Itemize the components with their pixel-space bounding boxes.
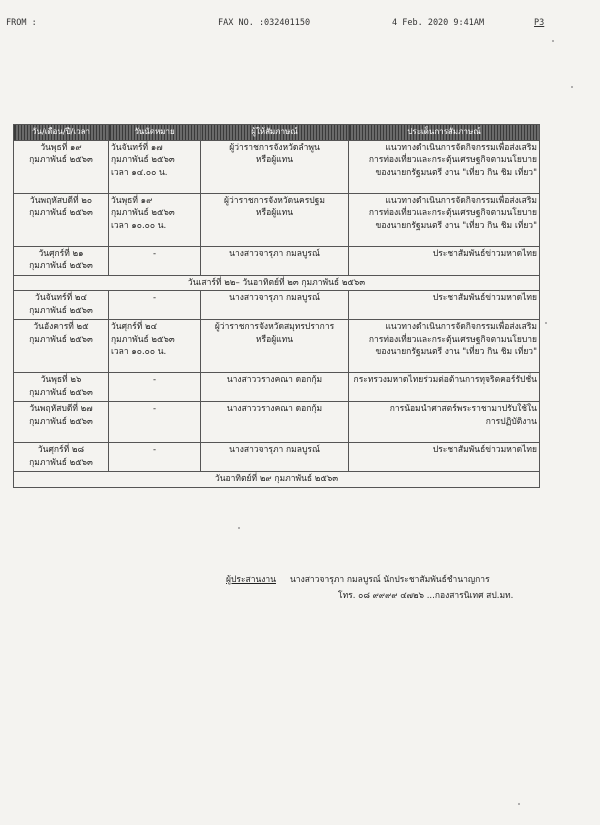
cell-interviewee-line: ผู้ว่าราชการจังหวัดลำพูน bbox=[229, 142, 320, 153]
header-interviewee: ผู้ให้สัมภาษณ์ bbox=[201, 125, 349, 141]
cell-topic bbox=[349, 373, 540, 402]
cell-topic-line: ของนายกรัฐมนตรี งาน "เที่ยว กิน ชิม เที่ยว" bbox=[375, 220, 537, 231]
cell-appointment-line: - bbox=[152, 445, 157, 455]
cell-date bbox=[14, 140, 109, 193]
header-appointment: วันนัดหมาย bbox=[109, 125, 201, 141]
cell-appointment-line: กุมภาพันธ์ ๒๕๖๓ bbox=[111, 334, 175, 345]
fax-date-time: 4 Feb. 2020 9:41AM bbox=[392, 18, 485, 28]
cell-topic bbox=[349, 291, 540, 320]
cell-date-line: วันศุกร์ที่ ๒๘ bbox=[37, 445, 85, 455]
table-row bbox=[14, 246, 540, 275]
cell-topic-line: การท่องเที่ยวและกระตุ้นเศรษฐกิจตามนโยบาย bbox=[368, 155, 537, 165]
cell-appointment bbox=[109, 373, 201, 402]
cell-date-line: กุมภาพันธ์ ๒๕๖๓ bbox=[29, 416, 93, 427]
table-row bbox=[14, 291, 540, 320]
cell-topic-line: ของนายกรัฐมนตรี งาน "เที่ยว กิน ชิม เที่ยว" bbox=[375, 167, 537, 178]
cell-interviewee-line: ผู้ว่าราชการจังหวัดสมุทรปราการ bbox=[214, 322, 335, 332]
cell-interviewee-line: นางสาววรางคณา ดอกกุ้ม bbox=[226, 404, 323, 414]
cell-date-line: กุมภาพันธ์ ๒๕๖๓ bbox=[29, 334, 93, 345]
cell-topic-line: แนวทางดำเนินการจัดกิจกรรมเพื่อส่งเสริม bbox=[385, 322, 537, 332]
table-body bbox=[14, 140, 540, 487]
cell-date bbox=[14, 193, 109, 246]
table-row bbox=[14, 140, 540, 193]
cell-interviewee bbox=[201, 291, 349, 320]
cell-topic-line: กระทรวงมหาดไทยร่วมต่อต้านการทุจริตคอร์รัปชั่น bbox=[353, 375, 537, 385]
table-row bbox=[14, 443, 540, 472]
cell-date-line: วันพฤหัสบดีที่ ๒๐ bbox=[29, 195, 93, 206]
cell-topic bbox=[349, 246, 540, 275]
cell-topic bbox=[349, 402, 540, 443]
cell-appointment-line: เวลา ๑๔.๐๐ น. bbox=[111, 167, 168, 178]
table-row bbox=[14, 320, 540, 373]
cell-topic-line: ประชาสัมพันธ์ข่าวมหาดไทย bbox=[432, 445, 537, 455]
cell-date-line: กุมภาพันธ์ ๒๕๖๓ bbox=[29, 208, 93, 218]
header-topic: ประเด็นการสัมภาษณ์ bbox=[349, 125, 540, 141]
coordinator-value: นางสาวจารุภา กมลบูรณ์ นักประชาสัมพันธ์ชำนาญการ bbox=[290, 575, 490, 585]
cell-topic-line: การท่องเที่ยวและกระตุ้นเศรษฐกิจตามนโยบาย bbox=[368, 208, 537, 218]
coordinator-label: ผู้ประสานงาน bbox=[226, 575, 277, 585]
date-separator: วันอาทิตย์ที่ ๒๙ กุมภาพันธ์ ๒๕๖๓ bbox=[14, 472, 540, 488]
cell-appointment bbox=[109, 140, 201, 193]
cell-topic bbox=[349, 320, 540, 373]
cell-appointment bbox=[109, 246, 201, 275]
cell-date-line: กุมภาพันธ์ ๒๕๖๓ bbox=[29, 457, 93, 468]
cell-interviewee bbox=[201, 140, 349, 193]
header-date: วัน/เดือน/ปี/เวลา bbox=[14, 125, 109, 141]
date-separator-row bbox=[14, 275, 540, 291]
cell-interviewee bbox=[201, 320, 349, 373]
fax-from: FROM : bbox=[6, 18, 37, 28]
cell-appointment bbox=[109, 443, 201, 472]
cell-date-line: กุมภาพันธ์ ๒๕๖๓ bbox=[29, 155, 93, 165]
cell-interviewee bbox=[201, 402, 349, 443]
cell-interviewee-line: นางสาวจารุภา กมลบูรณ์ bbox=[229, 248, 320, 259]
cell-topic bbox=[349, 443, 540, 472]
date-separator-row bbox=[14, 472, 540, 488]
table-header-row bbox=[14, 125, 540, 141]
date-separator: วันเสาร์ที่ ๒๒– วันอาทิตย์ที่ ๒๓ กุมภาพันธ์ ๒๕๖๓ bbox=[14, 275, 540, 291]
scan-speck bbox=[518, 803, 520, 805]
cell-interviewee-line: นางสาววรางคณา ดอกกุ้ม bbox=[226, 375, 323, 385]
interview-schedule-table bbox=[13, 124, 540, 488]
cell-date bbox=[14, 373, 109, 402]
cell-interviewee-line: นางสาวจารุภา กมลบูรณ์ bbox=[229, 293, 320, 303]
cell-appointment-line: วันพุธที่ ๑๙ bbox=[111, 195, 153, 206]
cell-appointment-line: วันจันทร์ที่ ๑๗ bbox=[111, 142, 163, 153]
cell-topic-line: ของนายกรัฐมนตรี งาน "เที่ยว กิน ชิม เที่ยว" bbox=[375, 347, 537, 357]
cell-topic-line: แนวทางดำเนินการจัดกิจกรรมเพื่อส่งเสริม bbox=[385, 142, 537, 153]
cell-appointment bbox=[109, 402, 201, 443]
table-row bbox=[14, 193, 540, 246]
cell-appointment-line: กุมภาพันธ์ ๒๕๖๓ bbox=[111, 155, 175, 165]
cell-interviewee-line: นางสาวจารุภา กมลบูรณ์ bbox=[229, 445, 320, 455]
cell-interviewee bbox=[201, 373, 349, 402]
cell-topic-line: การน้อมนำศาสตร์พระราชามาปรับใช้ใน bbox=[389, 404, 537, 414]
cell-date-line: วันพุธที่ ๑๙ bbox=[40, 142, 82, 153]
scan-speck bbox=[552, 40, 554, 42]
cell-interviewee bbox=[201, 193, 349, 246]
cell-topic-line: ประชาสัมพันธ์ข่าวมหาดไทย bbox=[432, 248, 537, 259]
cell-date bbox=[14, 320, 109, 373]
cell-topic-line: แนวทางดำเนินการจัดกิจกรรมเพื่อส่งเสริม bbox=[385, 195, 537, 206]
contact-value: โทร. ๐๘ ๙๙๙๙ ๔๗๒๖ ...กองสารนิเทศ สป.มท. bbox=[338, 591, 514, 601]
table-row bbox=[14, 373, 540, 402]
cell-interviewee bbox=[201, 246, 349, 275]
cell-appointment bbox=[109, 320, 201, 373]
cell-date-line: กุมภาพันธ์ ๒๕๖๓ bbox=[29, 261, 93, 271]
cell-topic-line: การท่องเที่ยวและกระตุ้นเศรษฐกิจตามนโยบาย bbox=[368, 334, 537, 345]
cell-appointment-line: - bbox=[152, 248, 157, 259]
scan-speck bbox=[545, 322, 547, 324]
cell-date-line: กุมภาพันธ์ ๒๕๖๓ bbox=[29, 305, 93, 316]
cell-appointment-line: เวลา ๑๐.๐๐ น. bbox=[111, 347, 167, 357]
cell-date-line: วันพุธที่ ๒๖ bbox=[40, 375, 82, 385]
cell-appointment-line: - bbox=[152, 293, 157, 303]
cell-date-line: วันจันทร์ที่ ๒๔ bbox=[35, 293, 87, 303]
cell-appointment-line: กุมภาพันธ์ ๒๕๖๓ bbox=[111, 208, 175, 218]
scan-speck bbox=[571, 86, 573, 88]
cell-date-line: วันพฤหัสบดีที่ ๒๗ bbox=[29, 404, 93, 414]
cell-interviewee bbox=[201, 443, 349, 472]
fax-header bbox=[0, 18, 600, 34]
cell-date bbox=[14, 246, 109, 275]
cell-appointment-line: เวลา ๑๐.๐๐ น. bbox=[111, 220, 167, 231]
cell-appointment-line: - bbox=[152, 375, 157, 385]
scan-speck bbox=[238, 527, 240, 529]
cell-appointment bbox=[109, 291, 201, 320]
cell-date-line: กุมภาพันธ์ ๒๕๖๓ bbox=[29, 387, 93, 398]
cell-appointment-line: - bbox=[152, 404, 157, 414]
table-row bbox=[14, 402, 540, 443]
cell-interviewee-line: หรือผู้แทน bbox=[255, 334, 294, 345]
cell-date bbox=[14, 291, 109, 320]
cell-date-line: วันอังคารที่ ๒๕ bbox=[33, 322, 89, 332]
cell-topic-line: การปฏิบัติงาน bbox=[485, 416, 537, 427]
cell-interviewee-line: ผู้ว่าราชการจังหวัดนครปฐม bbox=[224, 195, 325, 206]
cell-date bbox=[14, 443, 109, 472]
cell-date-line: วันศุกร์ที่ ๒๑ bbox=[38, 248, 84, 259]
cell-topic-line: ประชาสัมพันธ์ข่าวมหาดไทย bbox=[432, 293, 537, 303]
cell-interviewee-line: หรือผู้แทน bbox=[255, 155, 294, 165]
cell-topic bbox=[349, 193, 540, 246]
cell-appointment bbox=[109, 193, 201, 246]
fax-page: P3 bbox=[534, 18, 545, 28]
fax-number: FAX NO. :032401150 bbox=[218, 18, 311, 28]
cell-topic bbox=[349, 140, 540, 193]
cell-date bbox=[14, 402, 109, 443]
cell-interviewee-line: หรือผู้แทน bbox=[255, 208, 294, 218]
cell-appointment-line: วันศุกร์ที่ ๒๔ bbox=[111, 322, 158, 332]
